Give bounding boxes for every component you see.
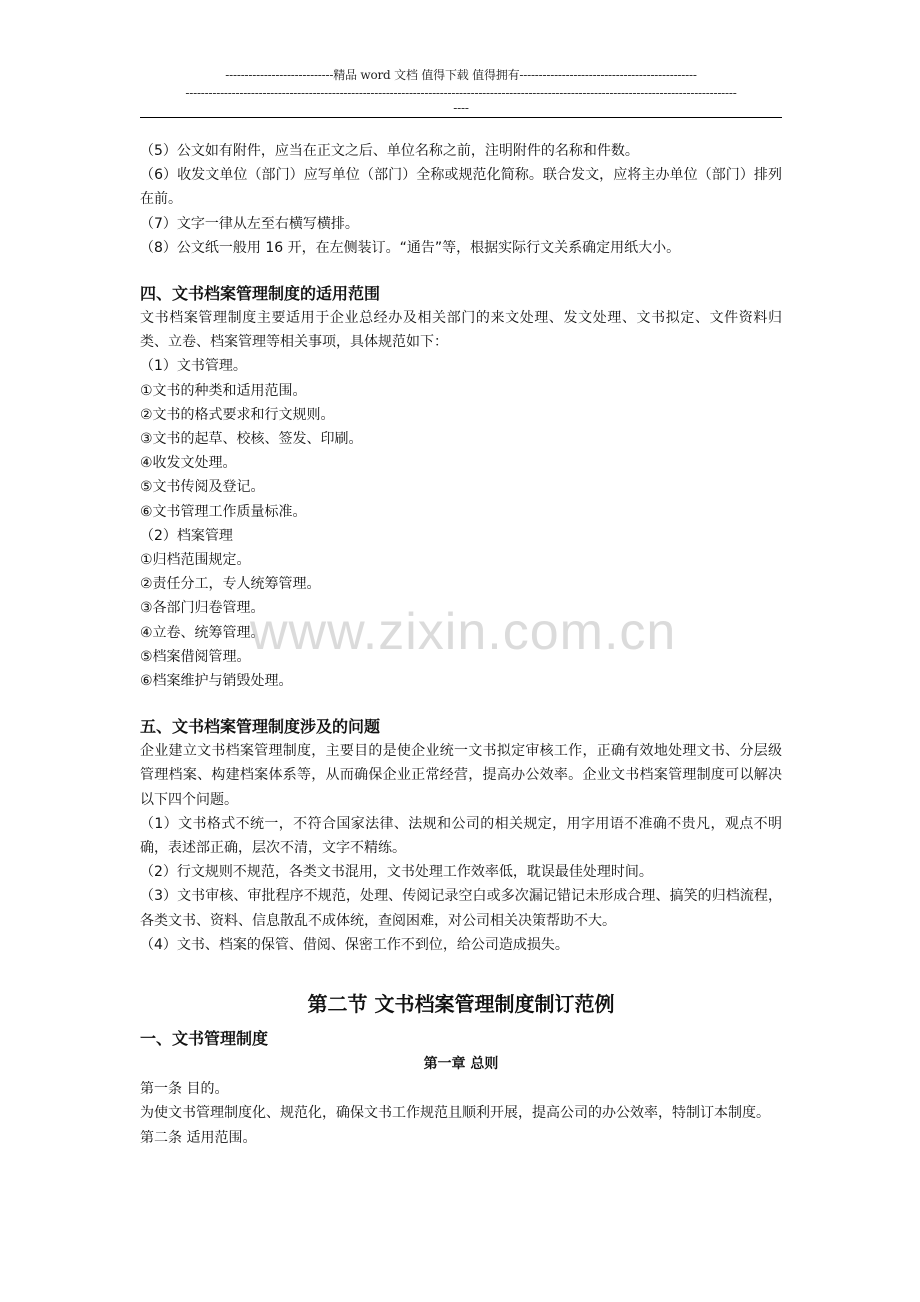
article: 第一条 目的。	[140, 1081, 229, 1098]
article: 第二条 适用范围。	[140, 1129, 257, 1146]
chapter-title: 第一章 总则	[423, 1056, 499, 1073]
list-item: ⑤档案借阅管理。	[140, 648, 251, 665]
header-dash-line: -----------------------------------------------------------------------------------------------------------------------------------------------	[185, 86, 737, 100]
paragraph: （7）文字一律从左至右横写横排。	[140, 215, 359, 232]
header-dash-tail: ----	[453, 101, 469, 115]
list-item: ②文书的格式要求和行文规则。	[140, 406, 335, 423]
paragraph: （3）文书审核、审批程序不规范，处理、传阅记录空白或多次漏记错记未形成合理、搞笑的归档流程，各类文书、资料、信息散乱不成体统，查阅困难，对公司相关决策帮助不大。	[140, 888, 782, 929]
section-5	[140, 715, 782, 957]
paragraph: 文书档案管理制度主要适用于企业总经办及相关部门的来文处理、发文处理、文书拟定、文件资料归类、立卷、档案管理等相关事项，具体规范如下：	[140, 310, 782, 351]
paragraph: 为使文书管理制度化、规范化，确保文书工作规范且顺利开展，提高公司的办公效率，特制订本制度。	[140, 1105, 770, 1122]
section-heading: 五、文书档案管理制度涉及的问题	[140, 717, 381, 737]
part-heading: 一、文书管理制度	[140, 1029, 269, 1049]
block1	[140, 139, 782, 260]
list-item: （2）档案管理	[140, 527, 233, 544]
paragraph: （8）公文纸一般用 16 开，在左侧装订。“通告”等，根据实际行文关系确定用纸大小。	[140, 239, 681, 256]
header-banner: ----------------------------精品 word 文档 值得下载 值得拥有----------------------------------------------	[225, 68, 697, 82]
list-item: ⑤文书传阅及登记。	[140, 479, 265, 496]
paragraph: 企业建立文书档案管理制度，主要目的是使企业统一文书拟定审核工作，正确有效地处理文书、分层级管理档案、构建档案体系等，从而确保企业正常经营，提高办公效率。企业文书档案管理制度可以解决以下四个问题。	[140, 743, 782, 808]
part-1	[140, 1027, 782, 1150]
paragraph: （5）公文如有附件，应当在正文之后、单位名称之前，注明附件的名称和件数。	[140, 143, 639, 159]
list-item: ①归档范围规定。	[140, 552, 251, 569]
list-item: ⑥档案维护与销毁处理。	[140, 673, 293, 690]
list-item: ①文书的种类和适用范围。	[140, 382, 307, 399]
paragraph: （4）文书、档案的保管、借阅、保密工作不到位，给公司造成损失。	[140, 936, 569, 953]
list-item: ③文书的起草、校核、签发、印刷。	[140, 431, 363, 448]
header-rule	[140, 117, 782, 118]
document-body	[140, 139, 782, 1150]
list-item: ③各部门归卷管理。	[140, 600, 265, 617]
section-title: 第二节 文书档案管理制度制订范例	[307, 992, 615, 1017]
section-4	[140, 282, 782, 693]
paragraph: （1）文书格式不统一，不符合国家法律、法规和公司的相关规定，用字用语不准确不贵凡，观点不明确，表述部正确，层次不清，文字不精练。	[140, 815, 782, 857]
paragraph: （6）收发文单位（部门）应写单位（部门）全称或规范化简称。联合发文，应将主办单位（部门）排列在前。	[140, 167, 782, 208]
list-item: ⑥文书管理工作质量标准。	[140, 503, 307, 520]
paragraph: （2）行文规则不规范，各类文书混用，文书处理工作效率低，耽误最佳处理时间。	[140, 864, 653, 881]
list-item: ④立卷、统筹管理。	[140, 624, 265, 641]
list-item: （1）文书管理。	[140, 358, 247, 375]
watermark: www.zixin.com.cn	[250, 603, 677, 661]
list-item: ④收发文处理。	[140, 455, 237, 472]
section-heading: 四、文书档案管理制度的适用范围	[140, 284, 381, 304]
list-item: ②责任分工，专人统筹管理。	[140, 576, 321, 593]
